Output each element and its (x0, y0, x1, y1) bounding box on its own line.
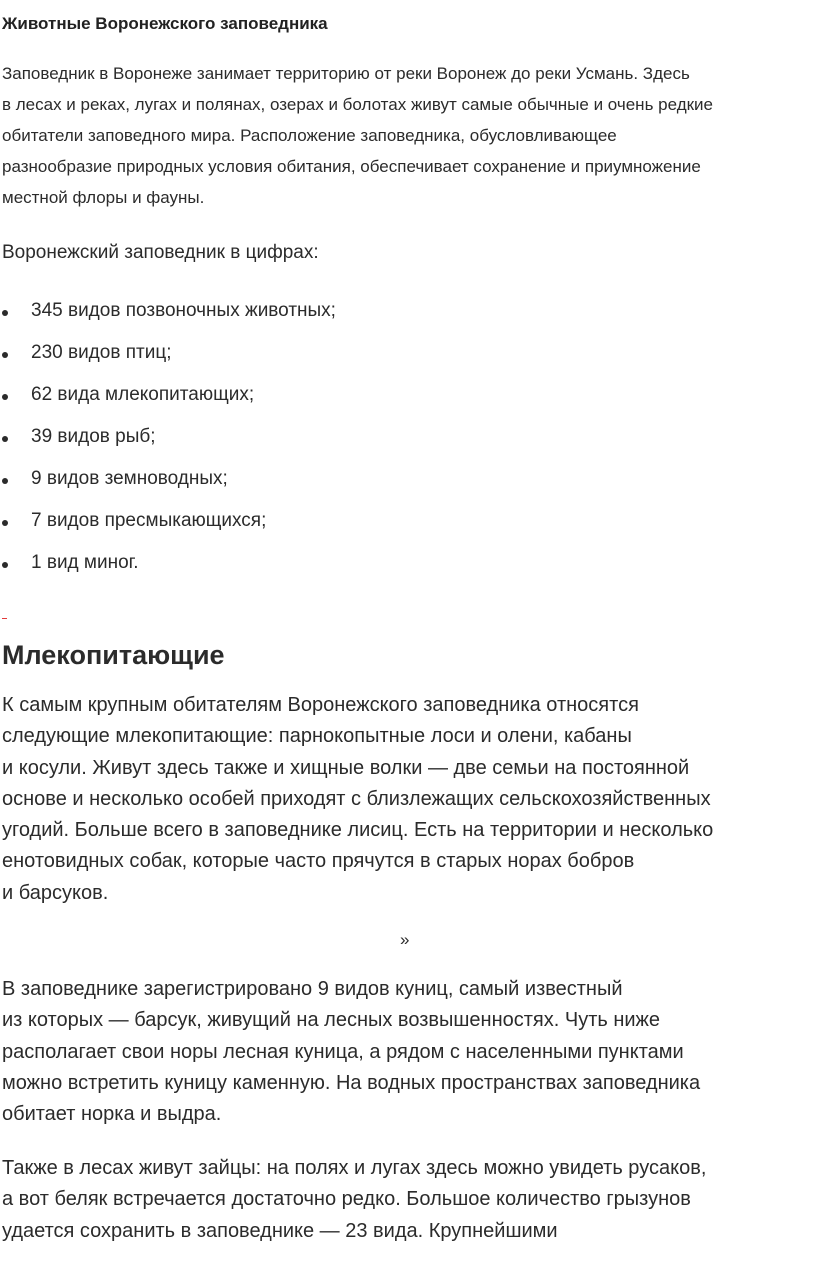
stats-lead: Воронежский заповедник в цифрах: (2, 242, 319, 263)
paragraph-line: из которых — барсук, живущий на лесных возвышенностях. Чуть ниже (2, 1009, 661, 1032)
list-item (0, 294, 336, 336)
stats-list (0, 294, 336, 588)
bullet-icon (2, 352, 8, 358)
list-item-text: 62 вида млекопитающих; (31, 384, 255, 405)
paragraph-line: и косули. Живут здесь также и хищные волки — две семьи на постоянной (2, 756, 690, 779)
list-item (0, 420, 336, 462)
list-item (0, 462, 336, 504)
paragraph-line: и барсуков. (2, 881, 109, 904)
paragraph-line: располагает свои норы лесная куница, а рядом с населенными пунктами (2, 1040, 684, 1063)
paragraph-line: а вот беляк встречается достаточно редко. Большое количество грызунов (2, 1188, 691, 1211)
page-title: Животные Воронежского заповедника (2, 14, 328, 33)
intro-line: разнообразие природных условия обитания, обеспечивает сохранение и приумножение (2, 157, 701, 176)
list-item-text: 9 видов земноводных; (31, 468, 228, 489)
paragraph-line: В заповеднике зарегистрировано 9 видов куниц, самый известный (2, 978, 623, 1000)
paragraph-line: можно встретить куницу каменную. На водных пространствах заповедника (2, 1071, 701, 1094)
intro-line: местной флоры и фауны. (2, 188, 205, 207)
paragraph-line: К самым крупным обитателям Воронежского заповедника относятся (2, 694, 639, 716)
bullet-icon (2, 310, 8, 316)
intro-line: в лесах и реках, лугах и полянах, озерах и болотах живут самые обычные и очень редкие (2, 95, 713, 114)
paragraph-line: обитает норка и выдра. (2, 1103, 222, 1126)
paragraph-line: енотовидных собак, которые часто прячутся в старых норах бобров (2, 850, 635, 873)
bullet-icon (2, 394, 8, 400)
intro-line: Заповедник в Воронеже занимает территорию от реки Воронеж до реки Усмань. Здесь (2, 64, 690, 83)
intro-paragraph (2, 58, 802, 213)
list-item-text: 7 видов пресмыкающихся; (31, 510, 267, 531)
section-heading-mammals: Млекопитающие (2, 640, 225, 670)
list-item (0, 504, 336, 546)
bullet-icon (2, 478, 8, 484)
list-item-text: 345 видов позвоночных животных; (31, 300, 336, 321)
paragraph-line: основе и несколько особей приходят с близлежащих сельскохозяйственных (2, 787, 711, 810)
paragraph-line: Также в лесах живут зайцы: на полях и лугах здесь можно увидеть русаков, (2, 1157, 707, 1179)
list-item-text: 39 видов рыб; (31, 426, 156, 447)
list-item-text: 230 видов птиц; (31, 342, 172, 363)
mammals-paragraph-3 (2, 1153, 814, 1247)
bullet-icon (2, 436, 8, 442)
list-item (0, 336, 336, 378)
mammals-paragraph-2 (2, 974, 814, 1130)
section-divider-mark (2, 618, 7, 619)
paragraph-line: удается сохранить в заповеднике — 23 вида. Крупнейшими (2, 1219, 558, 1242)
intro-line: обитатели заповедного мира. Расположение заповедника, обусловливающее (2, 126, 617, 145)
bullet-icon (2, 562, 8, 568)
quote-mark: » (400, 930, 410, 949)
mammals-paragraph-1 (2, 690, 814, 909)
list-item-text: 1 вид миног. (31, 552, 139, 573)
bullet-icon (2, 520, 8, 526)
paragraph-line: угодий. Больше всего в заповеднике лисиц. Есть на территории и несколько (2, 819, 714, 842)
list-item (0, 546, 336, 588)
paragraph-line: следующие млекопитающие: парнокопытные лоси и олени, кабаны (2, 725, 632, 748)
list-item (0, 378, 336, 420)
